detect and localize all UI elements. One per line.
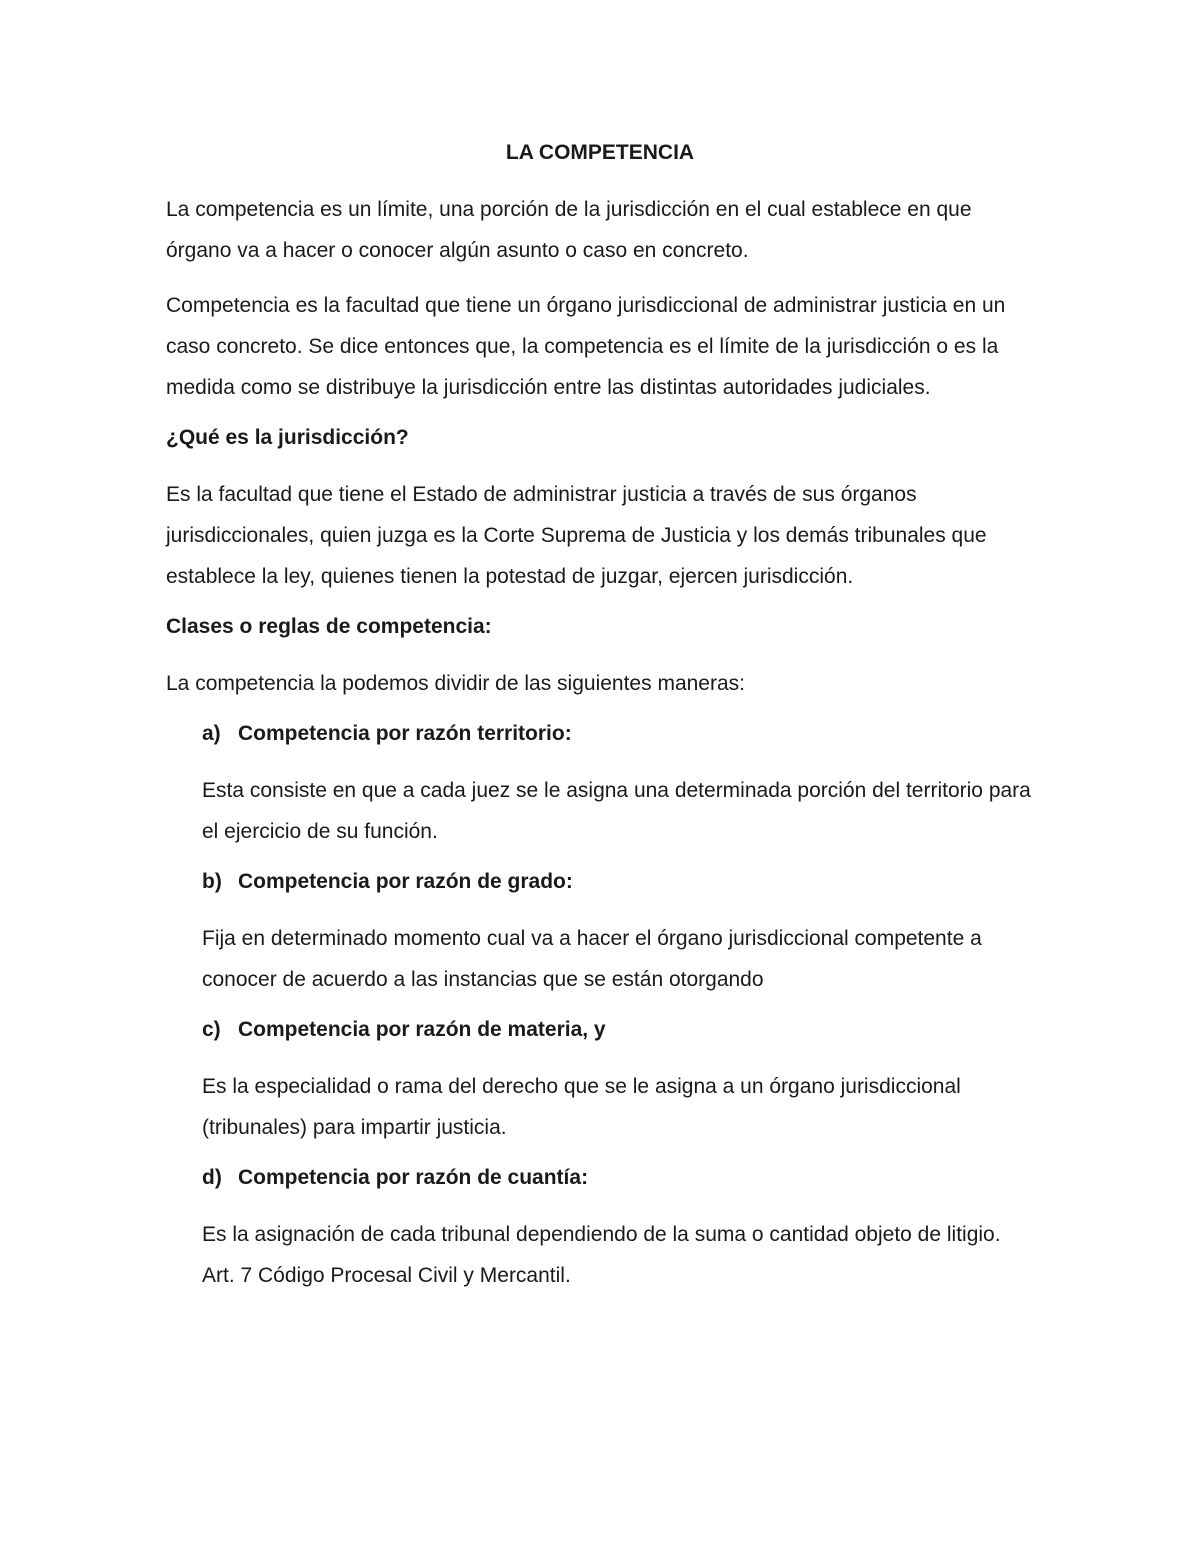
document-title: LA COMPETENCIA xyxy=(505,141,695,164)
list-item-heading xyxy=(202,866,1034,898)
list-item-title: Competencia por razón de materia, y xyxy=(238,1018,606,1041)
section-heading-jurisdiccion: ¿Qué es la jurisdicción? xyxy=(166,426,409,449)
list-item-heading xyxy=(202,718,1034,750)
section-paragraph-clases: La competencia la podemos dividir de las siguientes maneras: xyxy=(166,672,745,695)
list-item-text: Esta consiste en que a cada juez se le asigna una determinada porción del territorio para el ejercicio de su función. xyxy=(202,779,1031,843)
list-item xyxy=(202,718,1034,852)
list-item-heading xyxy=(202,1162,1034,1194)
list-item-text: Es la especialidad o rama del derecho que se le asigna a un órgano jurisdiccional (tribunales) para impartir justicia. xyxy=(202,1075,961,1139)
section-heading-clases: Clases o reglas de competencia: xyxy=(166,615,492,638)
list-item xyxy=(202,866,1034,1000)
intro-paragraph-2: Competencia es la facultad que tiene un órgano jurisdiccional de administrar justicia en un caso concreto. Se dice entonces que, la competencia es el límite de la jurisdicción o es la medida como se distribuye la jurisdicción entre las distintas autoridades judiciales. xyxy=(166,294,1006,399)
list-item-marker: b) xyxy=(202,870,222,893)
section-paragraph-jurisdiccion: Es la facultad que tiene el Estado de administrar justicia a través de sus órganos jurisdiccionales, quien juzga es la Corte Suprema de Justicia y los demás tribunales que establece la ley, quienes tienen la potestad de juzgar, ejercen jurisdicción. xyxy=(166,483,987,588)
list-item-text: Es la asignación de cada tribunal dependiendo de la suma o cantidad objeto de litigio. Art. 7 Código Procesal Civil y Mercantil. xyxy=(202,1223,1001,1287)
list-item-heading xyxy=(202,1014,1034,1046)
list-item-text: Fija en determinado momento cual va a hacer el órgano jurisdiccional competente a conocer de acuerdo a las instancias que se están otorgando xyxy=(202,927,982,991)
list-item-title: Competencia por razón de grado: xyxy=(238,870,573,893)
list-item xyxy=(202,1014,1034,1148)
list-item-title: Competencia por razón territorio: xyxy=(238,722,572,745)
list-item-marker: d) xyxy=(202,1166,222,1189)
list-item-title: Competencia por razón de cuantía: xyxy=(238,1166,589,1189)
list-item-marker: c) xyxy=(202,1018,221,1041)
list-item-marker: a) xyxy=(202,722,221,745)
intro-paragraph-1: La competencia es un límite, una porción de la jurisdicción en el cual establece en que órgano va a hacer o conocer algún asunto o caso en concreto. xyxy=(166,198,972,262)
list-item xyxy=(202,1162,1034,1296)
document-page xyxy=(166,137,1034,1310)
